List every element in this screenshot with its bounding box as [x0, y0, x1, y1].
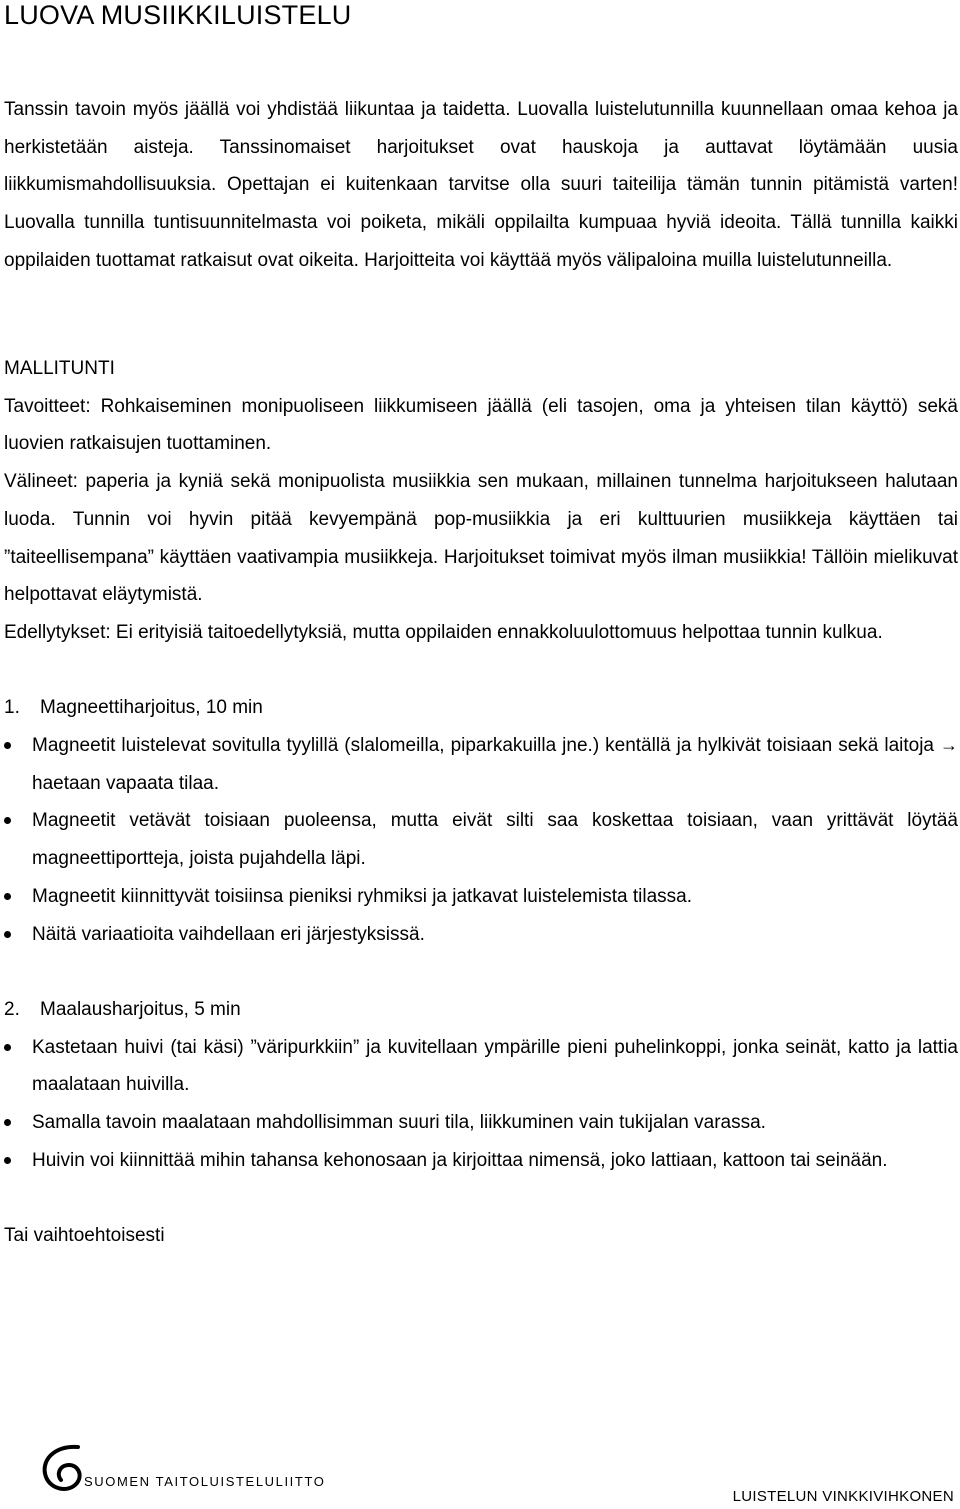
bullet-icon — [4, 817, 11, 824]
list-item: Magneetit luistelevat sovitulla tyylillä (slalomeilla, piparkakuilla jne.) kentällä ja hylkivät toisiaan sekä laitoja → haetaan vapaata tilaa. — [4, 727, 958, 802]
exercise-1-number: 1. — [4, 697, 20, 719]
exercise-2-number: 2. — [4, 998, 20, 1020]
list-item: Huivin voi kiinnittää mihin tahansa kehonosaan ja kirjoittaa nimensä, joko lattiaan, kattoon tai seinään. — [4, 1142, 958, 1180]
footer-publication-title: LUISTELUN VINKKIVIHKONEN — [732, 1488, 954, 1505]
prerequisites-paragraph: Edellytykset: Ei erityisiä taitoedellytyksiä, mutta oppilaiden ennakkoluulottomuus helpottaa tunnin kulkua. — [4, 621, 883, 643]
bullet-icon — [4, 1119, 11, 1126]
model-lesson-section — [4, 350, 958, 1255]
list-item: Samalla tavoin maalataan mahdollisimman suuri tila, liikkuminen vain tukijalan varassa. — [4, 1104, 958, 1142]
bullet-icon — [4, 1157, 11, 1164]
exercise-1-heading — [4, 689, 958, 727]
bullet-icon — [4, 1044, 11, 1051]
bullet-icon — [4, 893, 11, 900]
bullet-icon — [4, 931, 11, 938]
exercise-1-list — [4, 727, 958, 953]
exercise-2-list — [4, 1029, 958, 1180]
intro-paragraph: Tanssin tavoin myös jäällä voi yhdistää liikuntaa ja taidetta. Luovalla luistelutunnilla kuunnellaan omaa kehoa ja herkistetään aisteja. Tanssinomaiset harjoitukset ovat hauskoja ja auttavat löytämään uusia liikkumismahdollisuuksia. Opettajan ei kuitenkaan tarvitse olla suuri taiteilija tämän tunnin pitämistä varten! Luovalla tunnilla tuntisuunnitelmasta voi poiketa, mikäli oppilailta kumpuaa hyviä ideoita. Tällä tunnilla kaikki oppilaiden tuottamat ratkaisut ovat oikeita. Harjoitteita voi käyttää myös välipaloina muilla luistelutunneilla. — [4, 99, 958, 271]
equipment-paragraph: Välineet: paperia ja kyniä sekä monipuolista musiikkia sen mukaan, millainen tunnelma harjoitukseen halutaan luoda. Tunnin voi hyvin pitää kevyempänä pop-musiikkia ja eri kulttuurien musiikkeja käyttäen tai ”taiteellisempana” käyttäen vaativampia musiikkeja. Harjoitukset toimivat myös ilman musiikkia! Tällöin mielikuvat helpottavat eläytymistä. — [4, 471, 958, 606]
exercise-1-title: Magneettiharjoitus, 10 min — [40, 697, 263, 719]
goals-paragraph: Tavoitteet: Rohkaiseminen monipuoliseen liikkumiseen jäällä (eli tasojen, oma ja yhteisen tilan käyttö) sekä luovien ratkaisujen tuottaminen. — [4, 395, 958, 455]
list-item: Kastetaan huivi (tai käsi) ”väripurkkiin” ja kuvitellaan ympärille pieni puhelinkoppi, jonka seinät, katto ja lattia maalataan huivilla. — [4, 1029, 958, 1104]
exercise-2-title: Maalausharjoitus, 5 min — [40, 998, 241, 1020]
bullet-icon — [4, 742, 11, 749]
list-item: Magneetit kiinnittyvät toisiinsa pieniksi ryhmiksi ja jatkavat luistelemista tilassa. — [4, 878, 958, 916]
logo-text: SUOMEN TAITOLUISTELULIITTO — [84, 1474, 326, 1489]
right-arrow-icon: → — [940, 735, 958, 756]
page-title: LUOVA MUSIIKKILUISTELU — [4, 0, 352, 30]
alternative-label: Tai vaihtoehtoisesti — [4, 1225, 165, 1247]
model-heading: MALLITUNTI — [4, 358, 115, 379]
exercise-2-heading — [4, 991, 958, 1029]
list-item: Magneetit vetävät toisiaan puoleensa, mutta eivät silti saa koskettaa toisiaan, vaan yrittävät löytää magneettiportteja, joista pujahdella läpi. — [4, 802, 958, 877]
list-item: Näitä variaatioita vaihdellaan eri järjestyksissä. — [4, 916, 958, 954]
